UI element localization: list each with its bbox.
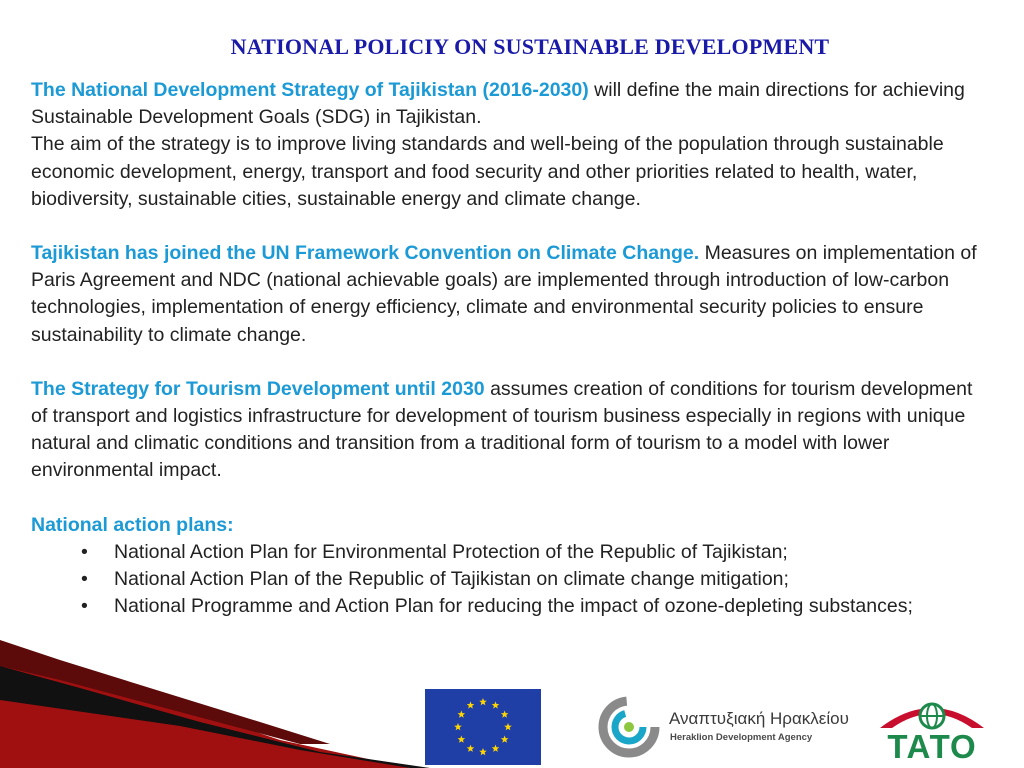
plans-list	[31, 539, 991, 621]
bullet-icon: •	[81, 568, 88, 591]
plans-heading: National action plans:	[31, 513, 234, 536]
paragraph-aim: The aim of the strategy is to improve living standards and well-being of the population through sustainable economic development, energy, transport and food security and other priorities related to health, water, biodiversity, sustainable cities, sustainable energy and climate change.	[31, 133, 944, 210]
list-item	[81, 593, 991, 620]
strategy-highlight: The National Development Strategy of Tajikistan (2016-2030)	[31, 79, 589, 101]
slide-title: NATIONAL POLICIY ON SUSTAINABLE DEVELOPMENT	[230, 34, 830, 59]
strategy-text: will define the main directions for achieving Sustainable Development Goals (SDG) in Tajikistan.	[31, 79, 965, 129]
heraklion-english-name: Heraklion Development Agency	[670, 732, 813, 743]
plan-item-text: National Programme and Action Plan for reducing the impact of ozone-depleting substances;	[114, 595, 913, 618]
plan-item-text: National Action Plan for Environmental Protection of the Republic of Tajikistan;	[114, 540, 788, 563]
corner-swoosh-decoration	[0, 640, 440, 768]
paragraph-strategy	[31, 77, 991, 131]
climate-highlight: Tajikistan has joined the UN Framework Convention on Climate Change.	[31, 242, 700, 265]
eu-flag-logo	[425, 689, 541, 765]
heraklion-emblem-icon	[594, 691, 664, 761]
heraklion-greek-name: Αναπτυξιακή Ηρακλείου	[669, 709, 849, 728]
tato-wordmark: ТАТО	[887, 728, 977, 765]
tato-logo	[876, 694, 988, 764]
list-item	[81, 539, 991, 566]
paragraph-tourism	[31, 376, 991, 485]
plan-item-text: National Action Plan of the Republic of Tajikistan on climate change mitigation;	[114, 568, 789, 591]
bullet-icon: •	[81, 540, 88, 563]
heraklion-agency-logo	[594, 691, 849, 761]
bullet-icon: •	[81, 595, 88, 618]
climate-text: Measures on implementation of Paris Agreement and NDC (national achievable goals) are implemented through introduction of low-carbon technologies, implementation of energy efficiency, climate and environmental security policies to ensure sustainability to climate change.	[31, 242, 977, 346]
paragraph-climate	[31, 240, 991, 349]
list-item	[81, 566, 991, 593]
tourism-text: assumes creation of conditions for tourism development of transport and logistics infrastructure for development of tourism business especially in regions with unique natural and climatic conditions and transition from a traditional form of tourism to a model with lower environmental impact.	[31, 377, 973, 482]
slide-content	[31, 77, 991, 620]
tourism-highlight: The Strategy for Tourism Development until 2030	[31, 377, 485, 400]
